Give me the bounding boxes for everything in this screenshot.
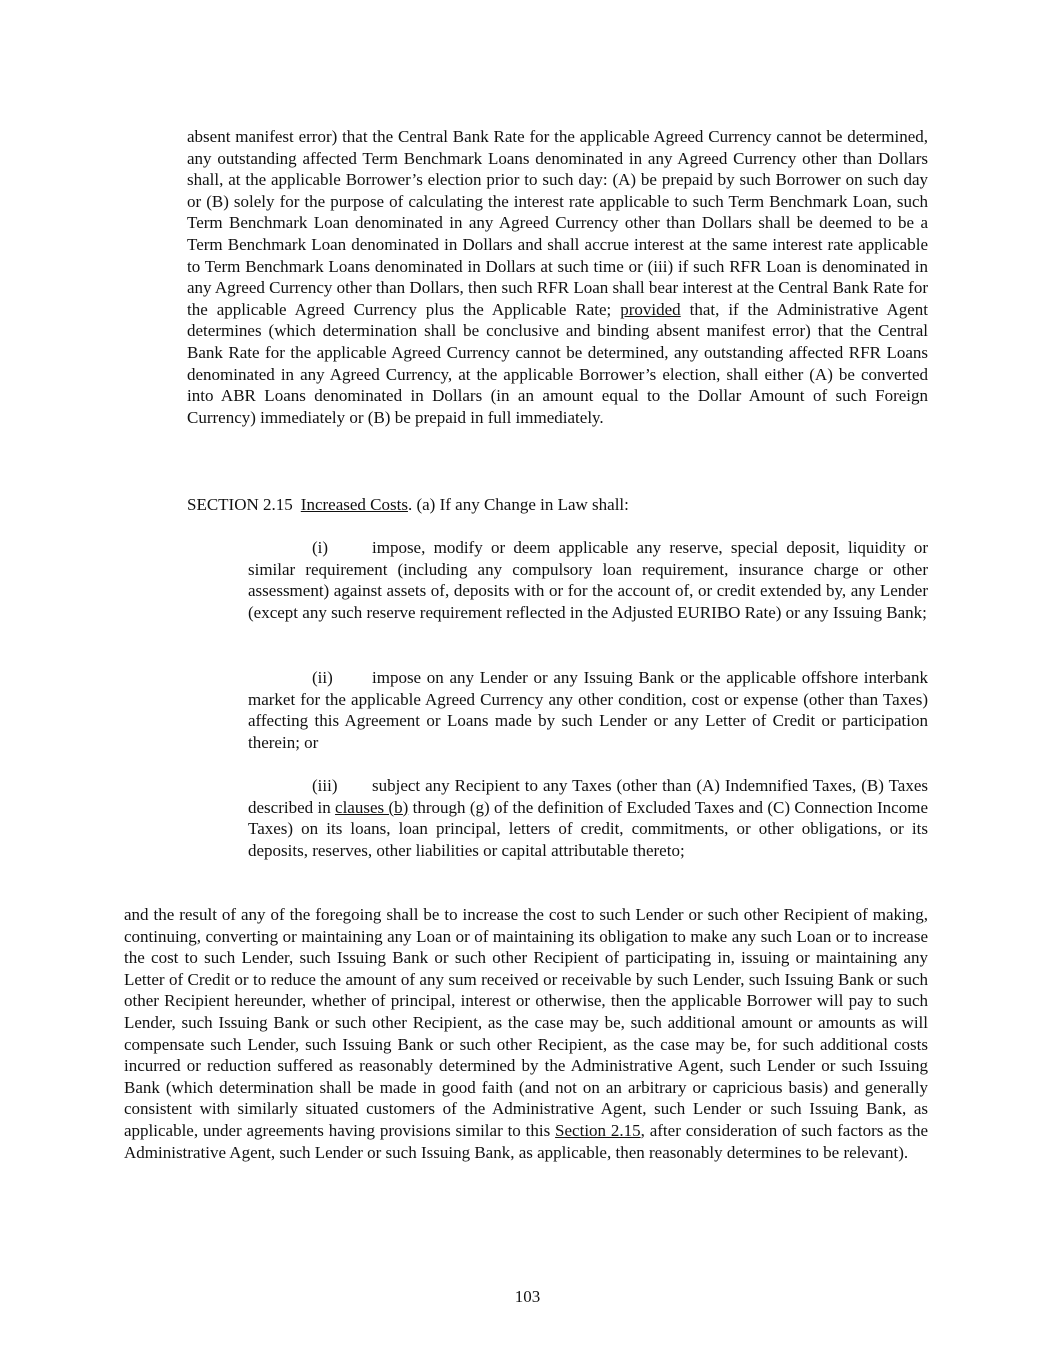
result-paragraph-text-2: , after consideration of such factors as the Administrative Agent, such Lender or such Issuing Bank, as applicable, then reasonably determines to be relevant). [124,1120,928,1162]
section-intro: . (a) If any Change in Law shall: [407,495,629,514]
continued-paragraph-text-1: absent manifest error) that the Central Bank Rate for the applicable Agreed Currency cannot be determined, any outstanding affected Term Benchmark Loans denominated in any Agreed Currency other than Dollars shall, at the applicable Borrower’s election prior to such day: (A) be prepaid by such Borrower on such day or (B) solely for the purpose of calculating the interest rate applicable to such Term Benchmark Loan, such Term Benchmark Loan denominated in any Agreed Currency other than Dollars shall be deemed to be a Term Benchmark Loan denominated in Dollars and shall accrue interest at the same interest rate applicable to Term Benchmark Loans denominated in Dollars at such time or (iii) if such RFR Loan is denominated in any Agreed Currency other than Dollars, then such RFR Loan shall bear interest at the Central Bank Rate for the applicable Agreed Currency plus the Applicable Rate; [187,127,928,319]
clause-number: (i) [312,538,329,557]
clause-number: (iii) [312,776,338,795]
result-paragraph-text-1: and the result of any of the foregoing shall be to increase the cost to such Lender or such other Recipient of making, continuing, converting or maintaining any Loan or of maintaining its obligation to make any such Loan or to increase the cost to such Lender, such Issuing Bank or such other Recipient of participating in, issuing or maintaining any Letter of Credit or to reduce the amount of any sum received or receivable by such Lender, such Issuing Bank or such other Recipient hereunder, whether of principal, interest or otherwise, then the applicable Borrower will pay to such Lender, such Issuing Bank or such other Recipient, as the case may be, such additional amount or amounts as will compensate such Lender, such Issuing Bank or such other Recipient, as the case may be, for such additional costs incurred or reduction suffered as reasonably determined by the Administrative Agent, such Lender or such Issuing Bank (which determination shall be made in good faith (and not on an arbitrary or capricious basis) and generally consistent with similarly situated customers of the Administrative Agent, such Lender or such Issuing Bank, as applicable, under agreements having provisions similar to this [124,905,928,1140]
clause-number: (ii) [312,668,333,687]
clause-text: impose, modify or deem applicable any reserve, special deposit, liquidity or similar requirement (including any compulsory loan requirement, insurance charge or other assessment) against assets of, deposits with or for the account of, or credit extended by, any Lender (except any such reserve requirement reflected in the Adjusted EURIBO Rate) or any Issuing Bank; [248,538,928,622]
section-2-15-reference: Section 2.15 [555,1120,641,1140]
provided-term: provided [620,299,681,319]
clause-text-1: subject any Recipient to any Taxes (other than (A) Indemnified Taxes, (B) Taxes described in [248,776,928,817]
clause-item [248,537,928,623]
clauses-b-reference: clauses (b) [335,797,409,817]
clause-text: impose on any Lender or any Issuing Bank or the applicable offshore interbank market for the applicable Agreed Currency any other condition, cost or expense (other than Taxes) affecting this Agreement or Loans made by such Lender or any Letter of Credit or participation therein; or [248,668,928,752]
continued-paragraph [187,126,928,428]
clause-item [248,667,928,753]
section-number: SECTION 2.15 [187,495,293,514]
section-title: Increased Costs [300,495,408,514]
clause-g-reference: (g) [469,797,490,817]
continued-paragraph-text-2: that, if the Administrative Agent determines (which determination shall be conclusive and binding absent manifest error) that the Central Bank Rate for the applicable Agreed Currency cannot be determined, any outstanding affected RFR Loans denominated in any Agreed Currency, at the applicable Borrower’s election, shall either (A) be converted into ABR Loans denominated in Dollars (in an amount equal to the Dollar Amount of such Foreign Currency) immediately or (B) be prepaid in full immediately. [187,299,928,427]
result-paragraph [124,904,928,1163]
clause-item [248,775,928,861]
clause-text-3: of the definition of Excluded Taxes and (C) Connection Income Taxes) on its loans, loan principal, letters of credit, commitments, or other obligations, or its deposits, reserves, other liabilities or capital attributable thereto; [248,797,929,860]
page-number: 103 [514,1287,541,1306]
clause-text-2: through [408,797,470,817]
section-heading [187,494,928,516]
